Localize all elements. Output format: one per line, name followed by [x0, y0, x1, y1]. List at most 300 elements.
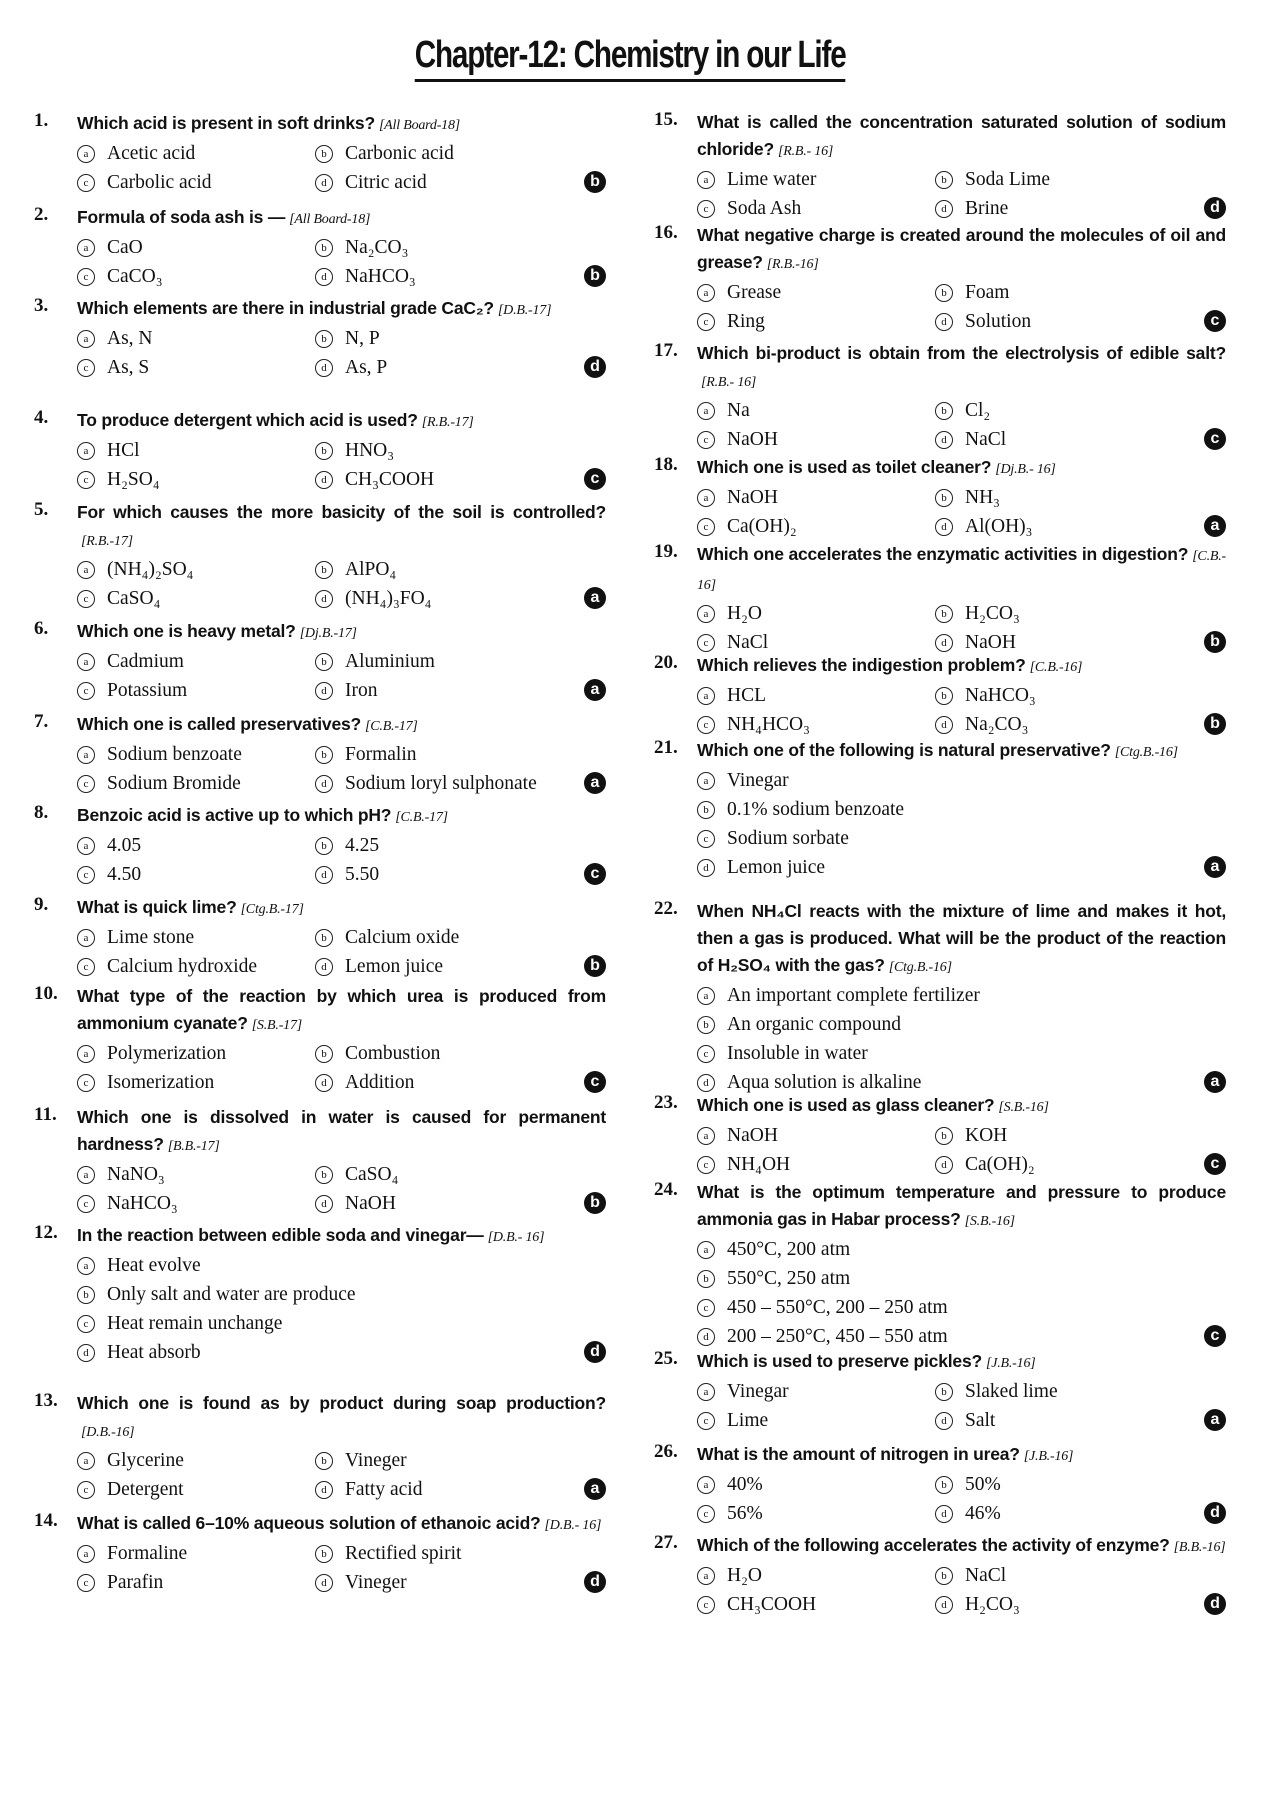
- option-letter-b-icon: b: [935, 605, 953, 623]
- option-letter-a-icon: a: [77, 561, 95, 579]
- option-text: Insoluble in water: [727, 1043, 868, 1064]
- option-text: Na: [727, 400, 750, 421]
- question-source: [C.B.-17]: [395, 810, 448, 825]
- option-text: Slaked lime: [965, 1381, 1058, 1402]
- option-text: 450 – 550°C, 200 – 250 atm: [727, 1297, 948, 1318]
- option-d[interactable]: [697, 1322, 1226, 1351]
- option-text: 450°C, 200 atm: [727, 1239, 851, 1260]
- option-b[interactable]: [315, 831, 606, 860]
- option-c[interactable]: [77, 676, 315, 705]
- option-letter-d-icon: d: [315, 1195, 333, 1213]
- question-item: [34, 983, 606, 1097]
- question-source: [Ctg.B.-16]: [888, 960, 952, 975]
- option-b[interactable]: [315, 233, 606, 262]
- option-letter-a-icon: a: [697, 687, 715, 705]
- option-b[interactable]: [315, 740, 606, 769]
- question-number: 12.: [34, 1222, 58, 1243]
- option-letter-b-icon: b: [315, 561, 333, 579]
- option-letter-c-icon: c: [697, 1299, 715, 1317]
- question-text: [77, 204, 606, 233]
- option-letter-a-icon: a: [697, 987, 715, 1005]
- option-text: Heat evolve: [107, 1255, 201, 1276]
- question-source: [R.B.-17]: [421, 415, 474, 430]
- option-a[interactable]: [697, 599, 935, 628]
- option-letter-a-icon: a: [77, 746, 95, 764]
- option-text: Heat absorb: [107, 1342, 201, 1363]
- question-text: [77, 407, 606, 436]
- option-b[interactable]: [935, 1377, 1226, 1406]
- option-b[interactable]: [935, 483, 1226, 512]
- option-letter-b-icon: b: [315, 929, 333, 947]
- option-letter-a-icon: a: [697, 171, 715, 189]
- option-c[interactable]: [697, 1406, 935, 1435]
- option-letter-d-icon: d: [935, 716, 953, 734]
- question-stem: Which one is called preservatives?: [77, 714, 362, 734]
- question-source: [All Board-18]: [289, 212, 371, 227]
- answer-badge: b: [584, 1192, 606, 1214]
- option-b[interactable]: [315, 555, 606, 584]
- option-c[interactable]: [77, 465, 315, 494]
- question-item: [654, 898, 1226, 1097]
- question-stem: Which one of the following is natural preservative?: [697, 740, 1111, 760]
- question-number: 22.: [654, 898, 678, 919]
- question-stem: Which acid is present in soft drinks?: [77, 113, 375, 133]
- option-letter-b-icon: b: [315, 442, 333, 460]
- option-text: CH₃COOH: [727, 1594, 817, 1615]
- options-list: [697, 483, 1226, 541]
- option-b[interactable]: [315, 923, 606, 952]
- question-text: [697, 222, 1226, 278]
- options-list: [77, 740, 606, 798]
- option-text: HCL: [727, 685, 766, 706]
- option-text: Lime stone: [107, 927, 195, 948]
- question-stem: Which elements are there in industrial grade CaC₂?: [77, 298, 494, 318]
- option-text: Foam: [965, 282, 1010, 303]
- option-c[interactable]: [77, 262, 315, 291]
- option-b[interactable]: [935, 1561, 1226, 1590]
- option-text: NaOH: [965, 632, 1016, 653]
- option-text: Isomerization: [107, 1072, 215, 1093]
- option-text: Ca(OH)₂: [965, 1154, 1035, 1175]
- answer-badge: b: [584, 955, 606, 977]
- option-text: Al(OH)₃: [965, 516, 1033, 537]
- option-d[interactable]: [935, 512, 1226, 541]
- options-list: [697, 1470, 1226, 1528]
- option-d[interactable]: [77, 1338, 606, 1367]
- option-c[interactable]: [697, 512, 935, 541]
- option-letter-d-icon: d: [697, 1074, 715, 1092]
- option-d[interactable]: [315, 353, 606, 382]
- option-text: 4.50: [107, 864, 142, 885]
- question-number: 7.: [34, 711, 49, 732]
- option-text: 56%: [727, 1503, 763, 1524]
- option-text: Sodium sorbate: [727, 828, 849, 849]
- option-b[interactable]: [935, 278, 1226, 307]
- option-a[interactable]: [697, 1235, 1226, 1264]
- question-stem: Which one is used as glass cleaner?: [697, 1095, 995, 1115]
- option-letter-d-icon: d: [935, 200, 953, 218]
- option-letter-c-icon: c: [77, 682, 95, 700]
- option-text: Heat remain unchange: [107, 1313, 283, 1334]
- option-a[interactable]: [77, 647, 315, 676]
- option-letter-b-icon: b: [315, 1045, 333, 1063]
- option-text: 50%: [965, 1474, 1001, 1495]
- question-number: 21.: [654, 737, 678, 758]
- option-text: Salt: [965, 1410, 996, 1431]
- option-c[interactable]: [697, 824, 1226, 853]
- option-c[interactable]: [77, 769, 315, 798]
- option-b[interactable]: [315, 1539, 606, 1568]
- option-a[interactable]: [697, 483, 935, 512]
- option-letter-b-icon: b: [935, 284, 953, 302]
- question-number: 27.: [654, 1532, 678, 1553]
- option-b[interactable]: [315, 1160, 606, 1189]
- option-a[interactable]: [697, 1470, 935, 1499]
- question-stem: What is called the concentration saturated solution of sodium chloride?: [697, 112, 1226, 159]
- question-item: [654, 737, 1226, 882]
- option-a[interactable]: [77, 1251, 606, 1280]
- option-d[interactable]: [935, 425, 1226, 454]
- option-a[interactable]: [77, 233, 315, 262]
- option-text: Formaline: [107, 1543, 188, 1564]
- option-c[interactable]: [77, 1568, 315, 1597]
- option-letter-b-icon: b: [315, 239, 333, 257]
- option-letter-c-icon: c: [77, 958, 95, 976]
- option-letter-d-icon: d: [935, 313, 953, 331]
- option-letter-d-icon: d: [935, 1596, 953, 1614]
- question-source: [S.B.-16]: [998, 1100, 1049, 1115]
- option-text: Na₂CO₃: [965, 714, 1029, 735]
- question-number: 13.: [34, 1390, 58, 1411]
- option-d[interactable]: [935, 1150, 1226, 1179]
- option-letter-c-icon: c: [77, 1074, 95, 1092]
- option-letter-b-icon: b: [315, 1545, 333, 1563]
- question-text: [77, 711, 606, 740]
- option-d[interactable]: [315, 584, 606, 613]
- question-item: [34, 110, 606, 197]
- option-letter-a-icon: a: [697, 1383, 715, 1401]
- options-list: [697, 1121, 1226, 1179]
- question-text: [77, 1222, 606, 1251]
- option-d[interactable]: [935, 1499, 1226, 1528]
- option-c[interactable]: [697, 307, 935, 336]
- option-letter-a-icon: a: [77, 653, 95, 671]
- option-letter-c-icon: c: [77, 359, 95, 377]
- question-number: 18.: [654, 454, 678, 475]
- option-c[interactable]: [77, 353, 315, 382]
- option-text: CaSO₄: [107, 588, 161, 609]
- option-letter-d-icon: d: [315, 775, 333, 793]
- question-text: [697, 1348, 1226, 1377]
- option-c[interactable]: [697, 1499, 935, 1528]
- option-letter-d-icon: d: [935, 518, 953, 536]
- option-b[interactable]: [315, 139, 606, 168]
- option-b[interactable]: [77, 1280, 606, 1309]
- option-a[interactable]: [77, 831, 315, 860]
- option-letter-c-icon: c: [77, 590, 95, 608]
- option-text: Citric acid: [345, 172, 427, 193]
- option-c[interactable]: [77, 1068, 315, 1097]
- option-a[interactable]: [77, 1039, 315, 1068]
- option-letter-d-icon: d: [935, 634, 953, 652]
- option-letter-c-icon: c: [697, 1156, 715, 1174]
- options-list: [697, 165, 1226, 223]
- option-letter-a-icon: a: [77, 1045, 95, 1063]
- question-source: [R.B.- 16]: [701, 375, 757, 390]
- option-b[interactable]: [697, 1264, 1226, 1293]
- answer-badge: d: [1204, 197, 1226, 219]
- option-text: N, P: [345, 328, 380, 349]
- option-b[interactable]: [315, 324, 606, 353]
- option-d[interactable]: [935, 1590, 1226, 1619]
- option-text: NaOH: [345, 1193, 396, 1214]
- question-text: [77, 983, 606, 1039]
- option-text: H₂O: [727, 603, 762, 624]
- option-letter-d-icon: d: [935, 1156, 953, 1174]
- option-text: Soda Lime: [965, 169, 1051, 190]
- question-text: [77, 802, 606, 831]
- option-text: NaHCO₃: [107, 1193, 178, 1214]
- question-item: [654, 454, 1226, 541]
- question-number: 9.: [34, 894, 49, 915]
- option-c[interactable]: [697, 710, 935, 739]
- option-b[interactable]: [697, 1010, 1226, 1039]
- option-d[interactable]: [315, 1475, 606, 1504]
- option-d[interactable]: [315, 168, 606, 197]
- option-letter-d-icon: d: [315, 359, 333, 377]
- option-c[interactable]: [77, 860, 315, 889]
- option-b[interactable]: [935, 599, 1226, 628]
- option-d[interactable]: [697, 853, 1226, 882]
- question-source: [S.B.-16]: [964, 1214, 1015, 1229]
- option-letter-b-icon: b: [935, 1127, 953, 1145]
- answer-badge: a: [584, 679, 606, 701]
- option-c[interactable]: [77, 952, 315, 981]
- option-a[interactable]: [77, 436, 315, 465]
- option-text: NH₃: [965, 487, 1000, 508]
- option-text: NaNO₃: [107, 1164, 165, 1185]
- option-c[interactable]: [77, 1475, 315, 1504]
- option-letter-d-icon: d: [315, 1481, 333, 1499]
- answer-badge: a: [1204, 856, 1226, 878]
- option-letter-b-icon: b: [315, 1452, 333, 1470]
- option-letter-a-icon: a: [77, 837, 95, 855]
- option-d[interactable]: [935, 194, 1226, 223]
- option-c[interactable]: [697, 1150, 935, 1179]
- option-c[interactable]: [697, 425, 935, 454]
- option-a[interactable]: [697, 681, 935, 710]
- option-letter-d-icon: d: [935, 431, 953, 449]
- option-text: As, S: [107, 357, 150, 378]
- option-c[interactable]: [697, 194, 935, 223]
- answer-badge: c: [584, 863, 606, 885]
- option-text: 4.05: [107, 835, 142, 856]
- option-a[interactable]: [697, 1121, 935, 1150]
- question-text: [77, 110, 606, 139]
- answer-badge: a: [1204, 515, 1226, 537]
- option-text: Lime: [727, 1410, 769, 1431]
- option-letter-a-icon: a: [77, 239, 95, 257]
- answer-badge: d: [584, 356, 606, 378]
- option-letter-d-icon: d: [315, 471, 333, 489]
- question-stem: For which causes the more basicity of the soil is controlled?: [77, 502, 606, 522]
- question-number: 20.: [654, 652, 678, 673]
- option-text: Acetic acid: [107, 143, 196, 164]
- question-text: [77, 295, 606, 324]
- option-text: 40%: [727, 1474, 763, 1495]
- option-letter-c-icon: c: [697, 1045, 715, 1063]
- option-letter-b-icon: b: [315, 837, 333, 855]
- option-c[interactable]: [697, 1590, 935, 1619]
- answer-badge: a: [584, 1478, 606, 1500]
- question-source: [C.B.-17]: [365, 719, 418, 734]
- option-text: Aluminium: [345, 651, 435, 672]
- option-letter-b-icon: b: [935, 687, 953, 705]
- option-text: Carbolic acid: [107, 172, 212, 193]
- question-stem: Which one is found as by product during soap production?: [77, 1393, 606, 1413]
- option-a[interactable]: [697, 396, 935, 425]
- question-number: 19.: [654, 541, 678, 562]
- option-text: Cadmium: [107, 651, 184, 672]
- option-a[interactable]: [697, 766, 1226, 795]
- options-list: [77, 1039, 606, 1097]
- option-d[interactable]: [935, 710, 1226, 739]
- options-list: [77, 324, 606, 382]
- option-a[interactable]: [77, 139, 315, 168]
- option-d[interactable]: [315, 1189, 606, 1218]
- option-c[interactable]: [697, 1293, 1226, 1322]
- option-text: Combustion: [345, 1043, 441, 1064]
- option-b[interactable]: [697, 795, 1226, 824]
- option-b[interactable]: [935, 396, 1226, 425]
- question-number: 6.: [34, 618, 49, 639]
- option-b[interactable]: [315, 1039, 606, 1068]
- option-text: Vineger: [345, 1572, 407, 1593]
- option-letter-a-icon: a: [697, 402, 715, 420]
- question-source: [D.B.- 16]: [487, 1230, 545, 1245]
- option-c[interactable]: [77, 1309, 606, 1338]
- question-stem: Which one is used as toilet cleaner?: [697, 457, 992, 477]
- option-text: CaCO₃: [107, 266, 163, 287]
- option-text: Sodium loryl sulphonate: [345, 773, 537, 794]
- options-list: [697, 1561, 1226, 1619]
- option-d[interactable]: [315, 952, 606, 981]
- option-letter-b-icon: b: [935, 1476, 953, 1494]
- option-a[interactable]: [77, 1446, 315, 1475]
- options-list: [77, 831, 606, 889]
- option-text: Sodium Bromide: [107, 773, 241, 794]
- options-list: [77, 1251, 606, 1367]
- option-c[interactable]: [77, 1189, 315, 1218]
- option-letter-a-icon: a: [77, 929, 95, 947]
- option-d[interactable]: [315, 769, 606, 798]
- question-number: 24.: [654, 1179, 678, 1200]
- option-text: As, P: [345, 357, 388, 378]
- question-stem: What type of the reaction by which urea is produced from ammonium cyanate?: [77, 986, 606, 1033]
- option-b[interactable]: [935, 681, 1226, 710]
- question-number: 14.: [34, 1510, 58, 1531]
- option-c[interactable]: [697, 1039, 1226, 1068]
- option-d[interactable]: [935, 307, 1226, 336]
- question-item: [34, 802, 606, 889]
- question-stem: Formula of soda ash is —: [77, 207, 286, 227]
- options-list: [697, 599, 1226, 657]
- option-d[interactable]: [315, 262, 606, 291]
- option-a[interactable]: [77, 923, 315, 952]
- option-d[interactable]: [315, 1568, 606, 1597]
- option-text: NaCl: [727, 632, 769, 653]
- options-list: [77, 436, 606, 494]
- option-b[interactable]: [935, 1470, 1226, 1499]
- option-text: 200 – 250°C, 450 – 550 atm: [727, 1326, 948, 1347]
- question-item: [34, 295, 606, 382]
- option-b[interactable]: [935, 1121, 1226, 1150]
- question-number: 11.: [34, 1104, 57, 1125]
- answer-badge: b: [584, 171, 606, 193]
- option-a[interactable]: [697, 981, 1226, 1010]
- question-number: 4.: [34, 407, 49, 428]
- option-a[interactable]: [77, 324, 315, 353]
- option-letter-a-icon: a: [697, 1241, 715, 1259]
- option-text: NaOH: [727, 1125, 778, 1146]
- options-list: [77, 1446, 606, 1504]
- option-b[interactable]: [935, 165, 1226, 194]
- option-letter-c-icon: c: [697, 830, 715, 848]
- option-c[interactable]: [77, 168, 315, 197]
- option-letter-c-icon: c: [77, 1315, 95, 1333]
- option-a[interactable]: [77, 1539, 315, 1568]
- chapter-title: Chapter-12: Chemistry in our Life: [0, 34, 1261, 82]
- option-text: Calcium oxide: [345, 927, 460, 948]
- option-a[interactable]: [697, 1561, 935, 1590]
- option-b[interactable]: [315, 647, 606, 676]
- option-letter-c-icon: c: [697, 200, 715, 218]
- option-text: 46%: [965, 1503, 1001, 1524]
- option-b[interactable]: [315, 1446, 606, 1475]
- options-list: [77, 647, 606, 705]
- option-d[interactable]: [935, 1406, 1226, 1435]
- option-a[interactable]: [77, 740, 315, 769]
- option-b[interactable]: [315, 436, 606, 465]
- option-text: H₂O: [727, 1565, 762, 1586]
- option-letter-c-icon: c: [697, 634, 715, 652]
- answer-badge: b: [1204, 631, 1226, 653]
- option-d[interactable]: [315, 860, 606, 889]
- option-text: (NH₄)₃FO₄: [345, 588, 432, 609]
- option-c[interactable]: [77, 584, 315, 613]
- option-d[interactable]: [315, 465, 606, 494]
- option-a[interactable]: [697, 278, 935, 307]
- question-source: [Dj.B.- 16]: [995, 462, 1056, 477]
- option-text: Vinegar: [727, 1381, 789, 1402]
- option-letter-c-icon: c: [697, 313, 715, 331]
- option-a[interactable]: [77, 1160, 315, 1189]
- option-a[interactable]: [697, 165, 935, 194]
- question-text: [77, 499, 606, 555]
- question-source: [J.B.-16]: [985, 1356, 1036, 1371]
- question-text: [697, 1441, 1226, 1470]
- option-letter-d-icon: d: [697, 859, 715, 877]
- option-text: 0.1% sodium benzoate: [727, 799, 905, 820]
- option-d[interactable]: [315, 676, 606, 705]
- question-number: 2.: [34, 204, 49, 225]
- option-text: Potassium: [107, 680, 188, 701]
- option-letter-d-icon: d: [315, 174, 333, 192]
- option-a[interactable]: [77, 555, 315, 584]
- option-d[interactable]: [315, 1068, 606, 1097]
- option-a[interactable]: [697, 1377, 935, 1406]
- question-item: [34, 499, 606, 613]
